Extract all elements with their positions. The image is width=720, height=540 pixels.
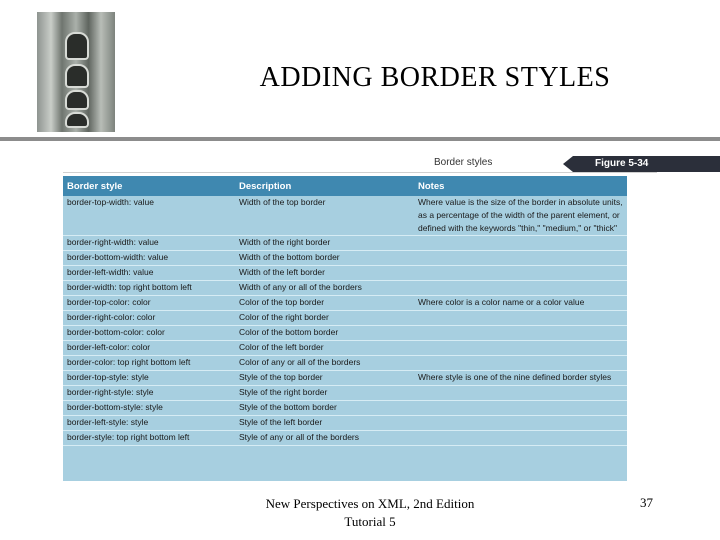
- table-row: [63, 251, 627, 266]
- table-row: [63, 311, 627, 326]
- column-header-notes: Notes: [414, 176, 627, 196]
- table-row: [63, 281, 627, 296]
- table-cell: Color of the left border: [235, 341, 414, 356]
- table-cell: Width of the right border: [235, 236, 414, 251]
- table-cell: border-right-style: style: [63, 386, 235, 401]
- table-cell: border-bottom-color: color: [63, 326, 235, 341]
- table-cell: border-left-width: value: [63, 266, 235, 281]
- table-cell: Width of the top border: [235, 196, 414, 236]
- table-cell: border-bottom-width: value: [63, 251, 235, 266]
- table-row: [63, 416, 627, 431]
- figure-header: [63, 156, 657, 173]
- table-cell: [414, 236, 627, 251]
- table-row: [63, 266, 627, 281]
- column-header-border-style: Border style: [63, 176, 235, 196]
- table-cell: border-left-color: color: [63, 341, 235, 356]
- table-cell: border-right-color: color: [63, 311, 235, 326]
- table-row: [63, 431, 627, 446]
- table-cell: Color of the right border: [235, 311, 414, 326]
- table-cell: Where value is the size of the border in absolute units, as a percentage of the width of the parent element, or defined with the keywords "thin," "medium," or "thick": [414, 196, 627, 236]
- table-cell: border-width: top right bottom left: [63, 281, 235, 296]
- table-cell: [414, 251, 627, 266]
- figure-caption: Border styles: [434, 157, 493, 168]
- figure-arrow-icon: [563, 156, 573, 172]
- table-cell: [414, 416, 627, 431]
- table-cell: [414, 386, 627, 401]
- table-cell: [414, 326, 627, 341]
- table-cell: Width of the left border: [235, 266, 414, 281]
- column-header-description: Description: [235, 176, 414, 196]
- arch-shape: [65, 90, 89, 110]
- table-cell: [414, 266, 627, 281]
- table-row: [63, 196, 627, 236]
- table-cell: Where style is one of the nine defined border styles: [414, 371, 627, 386]
- table-cell: Color of the top border: [235, 296, 414, 311]
- arch-shape: [65, 32, 89, 60]
- table-cell: border-top-color: color: [63, 296, 235, 311]
- table-row: [63, 371, 627, 386]
- table-cell: Color of the bottom border: [235, 326, 414, 341]
- decorative-photo: [37, 12, 115, 132]
- table-cell: border-color: top right bottom left: [63, 356, 235, 371]
- table-row: [63, 326, 627, 341]
- table-row: [63, 341, 627, 356]
- border-styles-table-container: [63, 176, 627, 481]
- table-row: [63, 401, 627, 416]
- table-cell: Style of the left border: [235, 416, 414, 431]
- table-cell: [414, 311, 627, 326]
- slide-title: ADDING BORDER STYLES: [259, 62, 611, 93]
- table-row: [63, 356, 627, 371]
- table-cell: border-left-style: style: [63, 416, 235, 431]
- figure-label: Figure 5-34: [573, 156, 720, 172]
- page-number: 37: [640, 495, 653, 510]
- table-cell: [414, 341, 627, 356]
- footer-tutorial: Tutorial 5: [344, 514, 396, 529]
- footer-book-title: New Perspectives on XML, 2nd Edition: [265, 496, 475, 511]
- table-cell: [414, 281, 627, 296]
- table-cell: Width of the bottom border: [235, 251, 414, 266]
- table-header-row: [63, 176, 627, 196]
- table-cell: Style of the bottom border: [235, 401, 414, 416]
- arch-shape: [65, 64, 89, 88]
- table-cell: border-right-width: value: [63, 236, 235, 251]
- title-divider: [0, 137, 720, 141]
- table-cell: [414, 401, 627, 416]
- table-cell: border-style: top right bottom left: [63, 431, 235, 446]
- table-cell: Where color is a color name or a color value: [414, 296, 627, 311]
- footer-source: [215, 495, 525, 531]
- table-cell: [414, 356, 627, 371]
- table-cell: Style of the right border: [235, 386, 414, 401]
- table-cell: border-top-style: style: [63, 371, 235, 386]
- table-row: [63, 236, 627, 251]
- border-styles-table: [63, 176, 627, 446]
- table-cell: border-top-width: value: [63, 196, 235, 236]
- table-row: [63, 296, 627, 311]
- table-cell: Style of the top border: [235, 371, 414, 386]
- table-cell: Width of any or all of the borders: [235, 281, 414, 296]
- table-cell: Color of any or all of the borders: [235, 356, 414, 371]
- table-cell: Style of any or all of the borders: [235, 431, 414, 446]
- table-cell: [414, 431, 627, 446]
- table-row: [63, 386, 627, 401]
- arch-shape: [65, 112, 89, 128]
- table-cell: border-bottom-style: style: [63, 401, 235, 416]
